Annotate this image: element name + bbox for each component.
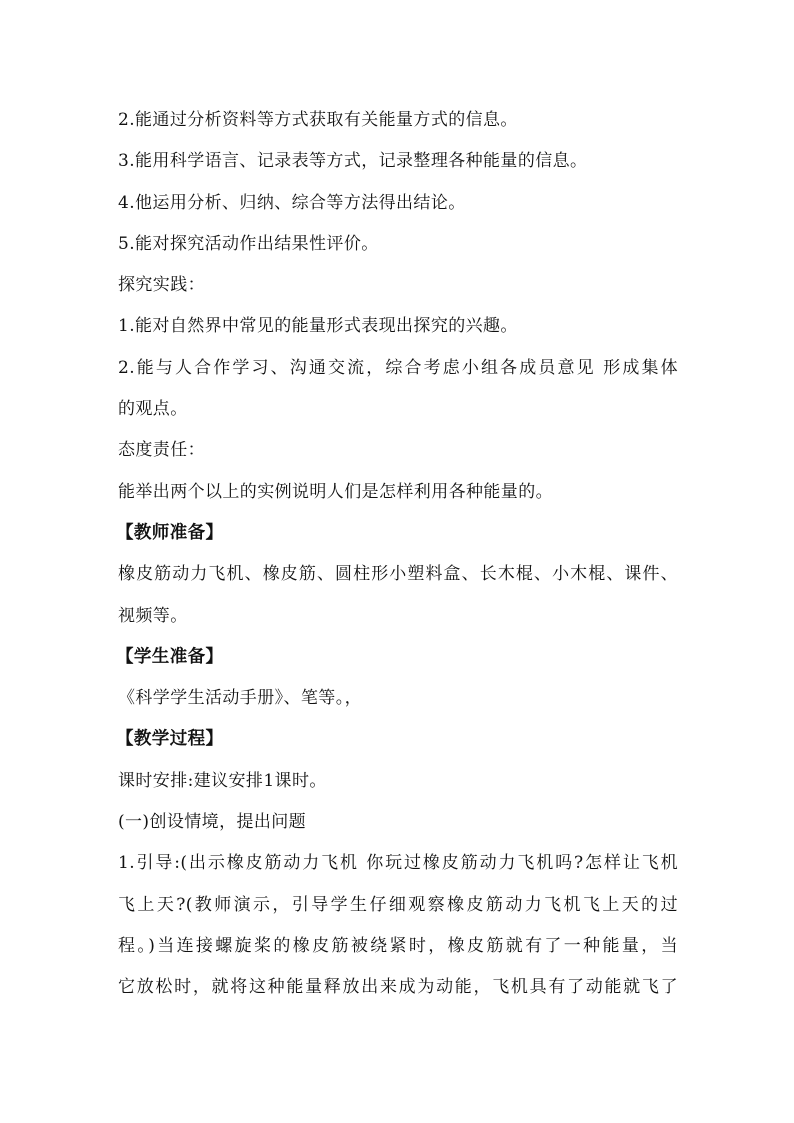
paragraph-line: 2.能通过分析资料等方式获取有关能量方式的信息。: [118, 110, 518, 130]
paragraph-line: 飞上天?(教师演示，引导学生仔细观察橡皮筋动力飞机飞上天的过: [118, 894, 678, 915]
section-heading: 【教学过程】: [116, 729, 224, 750]
subsection-label: (一)创设情境，提出问题: [118, 812, 307, 833]
section-label: 态度责任：: [118, 440, 205, 461]
paragraph-line: 视频等。: [118, 605, 188, 626]
paragraph-line: 程。)当连接螺旋桨的橡皮筋被绕紧时，橡皮筋就有了一种能量，当: [118, 935, 678, 956]
section-label: 探究实践：: [118, 275, 205, 296]
paragraph-line: 2.能与人合作学习、沟通交流，综合考虑小组各成员意见 形成集体: [118, 357, 678, 378]
paragraph-line: 它放松时，就将这种能量释放出来成为动能，飞机具有了动能就飞了: [118, 977, 678, 998]
document-body: [118, 100, 678, 1009]
paragraph-line: 3.能用科学语言、记录表等方式，记录整理各种能量的信息。: [118, 151, 588, 172]
paragraph-line: 课时安排:建议安排1课时。: [118, 770, 327, 791]
paragraph-line: 1.能对自然界中常见的能量形式表现出探究的兴趣。: [118, 316, 518, 337]
section-heading: 【教师准备】: [116, 522, 224, 543]
paragraph-line: 能举出两个以上的实例说明人们是怎样利用各种能量的。: [118, 481, 553, 502]
section-heading: 【学生准备】: [116, 646, 224, 667]
paragraph-line: 《科学学生活动手册》、笔等。，: [118, 688, 362, 709]
paragraph-line: 橡皮筋动力飞机、橡皮筋、圆柱形小塑料盒、长木棍、小木棍、课件、: [118, 564, 678, 585]
paragraph-line: 5.能对探究活动作出结果性评价。: [118, 233, 379, 254]
paragraph-line: 的观点。: [118, 399, 188, 420]
paragraph-line: 1.引导:(出示橡皮筋动力飞机 你玩过橡皮筋动力飞机吗?怎样让飞机: [118, 853, 678, 874]
paragraph-line: 4.他运用分析、归纳、综合等方法得出结论。: [118, 192, 466, 213]
